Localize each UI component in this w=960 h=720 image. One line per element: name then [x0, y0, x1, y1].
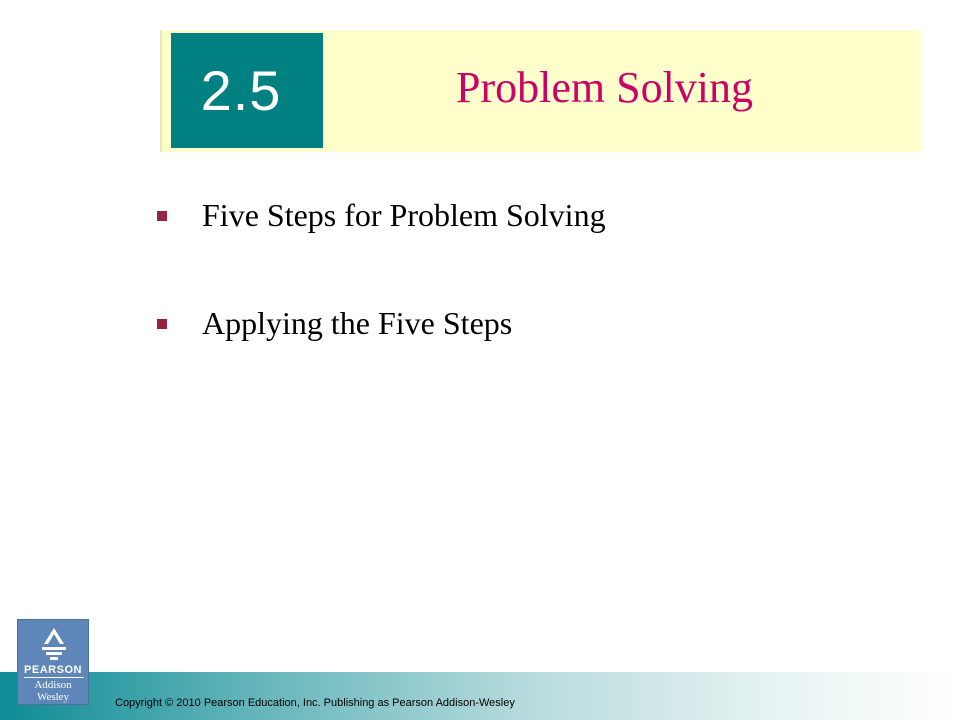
pearson-logo-mark	[18, 620, 90, 664]
bullet-text: Five Steps for Problem Solving	[202, 197, 606, 233]
footer-band	[0, 672, 960, 720]
pearson-logo-icon	[17, 619, 89, 705]
slide-title: Problem Solving	[456, 63, 754, 112]
logo-line2: Wesley	[36, 691, 70, 703]
copyright-text: Copyright © 2010 Pearson Education, Inc. Publishing as Pearson Addison-Wesley	[115, 697, 515, 709]
square-bullet-icon	[157, 319, 167, 329]
logo-brand: PEARSON	[24, 664, 82, 676]
section-number: 2.5	[200, 59, 282, 122]
logo-divider	[24, 677, 84, 678]
logo-line1: Addison	[34, 679, 72, 691]
section-number-box	[171, 33, 323, 148]
square-bullet-icon	[157, 211, 167, 221]
bullet-list	[150, 190, 890, 406]
bullet-item	[150, 190, 890, 242]
bullet-text: Applying the Five Steps	[202, 305, 513, 341]
bullet-item	[150, 298, 890, 350]
